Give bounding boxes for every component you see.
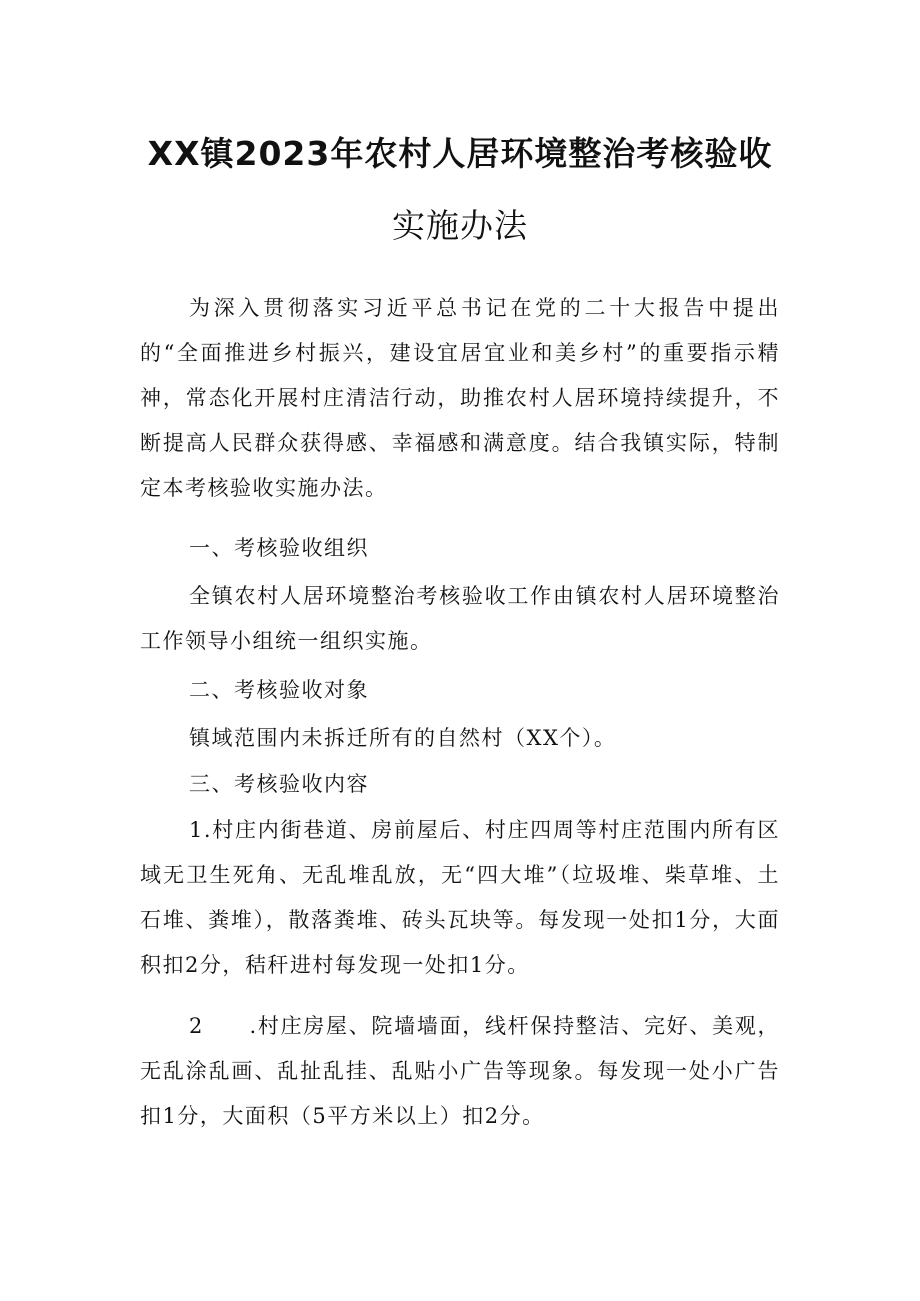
section-body-target: 镇域范围内未拆迁所有的自然村（XX个）。 bbox=[189, 726, 617, 750]
section-heading-content: 三、考核验收内容 bbox=[189, 772, 369, 796]
section-heading-target: 二、考核验收对象 bbox=[189, 678, 369, 702]
document-title-line1: XX镇2023年农村人居环境整治考核验收 bbox=[147, 134, 773, 173]
document-title-line2: 实施办法 bbox=[392, 206, 528, 245]
content-item-2: 2 .村庄房屋、院墙墙面，线杆保持整洁、完好、美观，无乱涂乱画、乱扯乱挂、乱贴小广告等现象。每发现一处小广告扣1分，大面积（5平方米以上）扣2分。 bbox=[140, 1014, 780, 1128]
content-item-1: 1.村庄内街巷道、房前屋后、村庄四周等村庄范围内所有区域无卫生死角、无乱堆乱放，无“四大堆”（垃圾堆、柴草堆、土石堆、粪堆），散落粪堆、砖头瓦块等。每发现一处扣1分，大面积扣2分，秸秆进村每发现一处扣1分。 bbox=[140, 818, 780, 977]
section-body-organization: 全镇农村人居环境整治考核验收工作由镇农村人居环境整治工作领导小组统一组织实施。 bbox=[140, 584, 780, 653]
section-heading-organization: 一、考核验收组织 bbox=[189, 536, 369, 560]
intro-paragraph: 为深入贯彻落实习近平总书记在党的二十大报告中提出的“全面推进乡村振兴，建设宜居宜业和美乡村”的重要指示精神，常态化开展村庄清洁行动，助推农村人居环境持续提升，不断提高人民群众获得感、幸福感和满意度。结合我镇实际，特制定本考核验收实施办法。 bbox=[140, 296, 780, 500]
